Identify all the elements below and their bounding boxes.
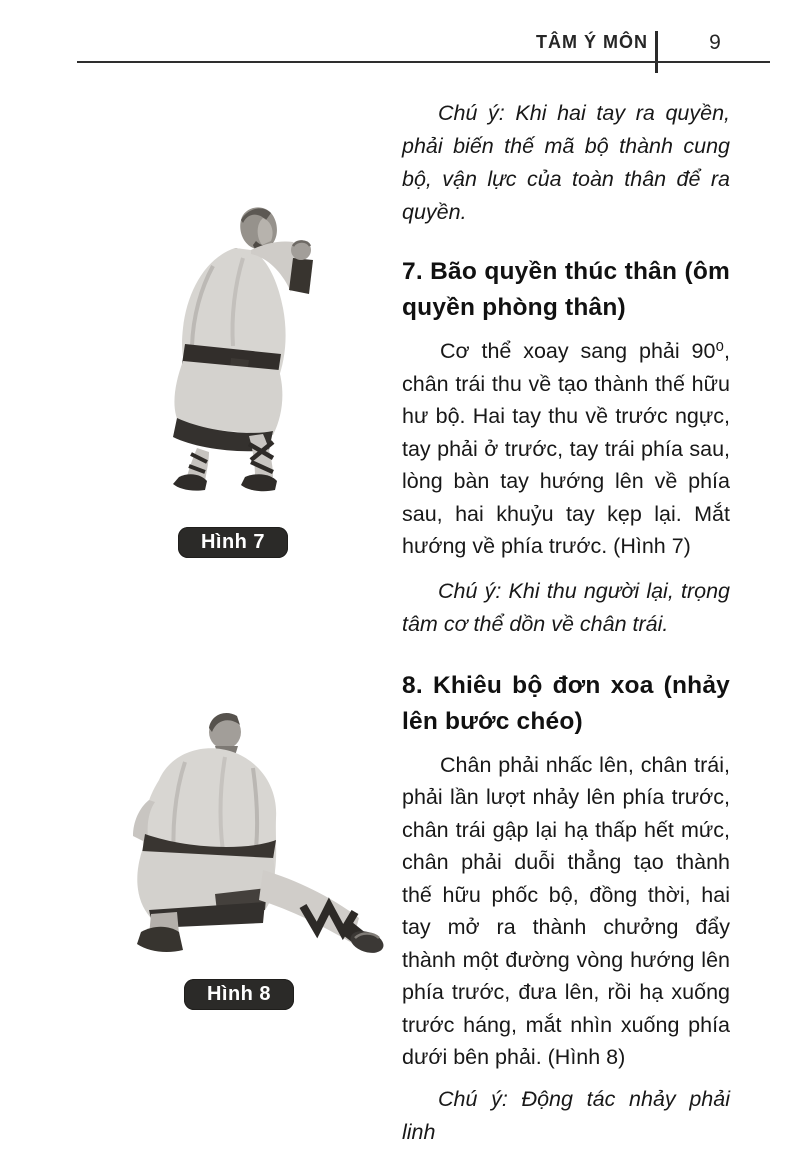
monk-crouching-illustration	[143, 196, 335, 494]
heading-section-7: 7. Bão quyền thúc thân (ôm quyền phòng thân)	[402, 258, 730, 321]
note-section-8: Chú ý: Động tác nhảy phải linh	[402, 1086, 730, 1144]
header-divider-bar	[655, 31, 658, 73]
note-section-7: Chú ý: Khi thu người lại, trọng tâm cơ thể dồn về chân trái.	[402, 578, 730, 636]
heading-section-8: 8. Khiêu bộ đơn xoa (nhảy lên bước chéo)	[402, 671, 730, 735]
paragraph-section-7: Cơ thể xoay sang phải 90⁰, chân trái thu về tạo thành thế hữu hư bộ. Hai tay thu về trước ngực, tay phải ở trước, tay trái phía sau, lòng bàn tay hướng lên về phía sau, hai khuỷu tay kẹp lại. Mắt hướng về phía trước. (Hình 7)	[402, 339, 730, 558]
header-rule	[77, 61, 770, 63]
note-section-6: Chú ý: Khi hai tay ra quyền, phải biến thế mã bộ thành cung bộ, vận lực của toàn thân để ra quyền.	[402, 101, 730, 224]
page-number: 9	[709, 31, 721, 54]
paragraph-section-8: Chân phải nhấc lên, chân trái, phải lần lượt nhảy lên phía trước, chân trái gập lại hạ thấp hết mức, chân phải duỗi thẳng tạo thành thế hữu phốc bộ, đồng thời, hai tay mở ra thành chưởng đẩy thành một đường vòng hướng lên phía trước, đưa lên, rồi hạ xuống trước háng, mắt nhìn xuống phía dưới bên phải. (Hình 8)	[402, 752, 730, 1069]
figure-7-caption: Hình 7	[178, 527, 288, 558]
figure-8-photo	[95, 702, 391, 968]
running-header-title: TÂM Ý MÔN	[536, 32, 648, 52]
figure-7-photo	[143, 196, 335, 494]
figure-8-caption: Hình 8	[184, 979, 294, 1010]
text-column	[402, 97, 730, 1149]
monk-drop-stance-illustration	[95, 702, 391, 968]
